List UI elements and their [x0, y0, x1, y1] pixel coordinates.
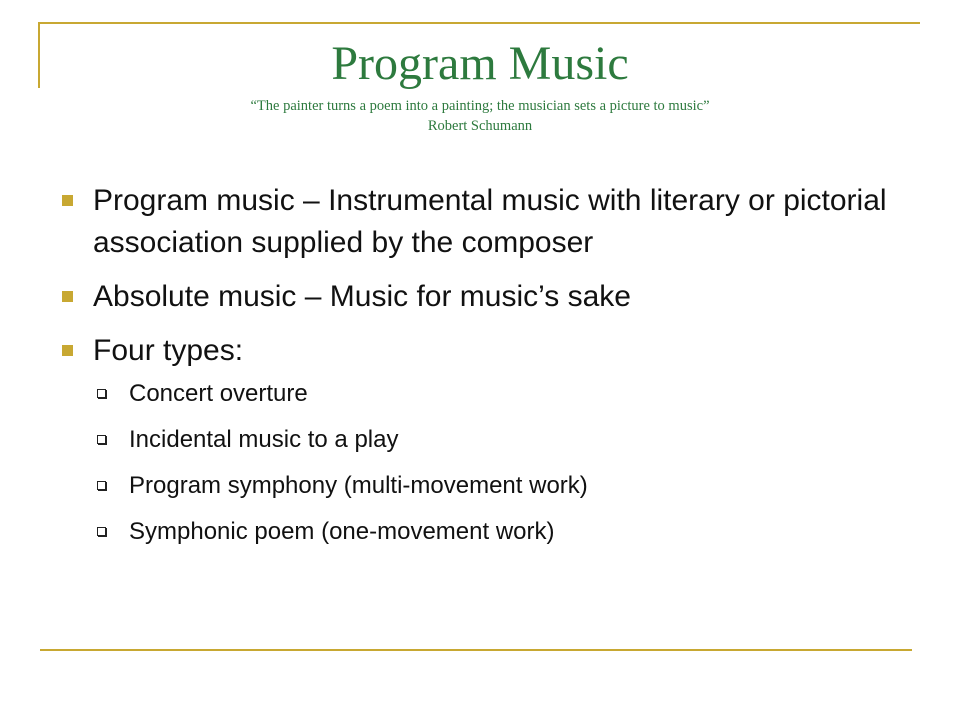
bullet-text: Four types:: [93, 334, 244, 367]
top-border-line: [40, 22, 920, 24]
bullet-text: Absolute music – Music for music’s sake: [93, 280, 631, 313]
square-bullet-icon: [62, 195, 73, 206]
sub-bullet-text: Concert overture: [129, 380, 308, 407]
sub-bullet-concert-overture: [60, 378, 910, 409]
square-bullet-icon: [62, 345, 73, 356]
slide-quote: “The painter turns a poem into a painting; the musician sets a picture to music”: [250, 98, 710, 114]
sub-bullet-incidental-music: [60, 424, 910, 455]
sub-bullet-program-symphony: [60, 470, 910, 501]
sub-bullet-text: Symphonic poem (one-movement work): [129, 518, 555, 545]
square-bullet-icon: [62, 291, 73, 302]
bullet-four-types: [60, 330, 910, 372]
slide-title-block: [40, 34, 920, 136]
bottom-border-line: [40, 649, 912, 651]
quote-author: Robert Schumann: [427, 118, 533, 134]
slide-content: [60, 180, 910, 562]
hollow-square-bullet-icon: [97, 527, 106, 536]
sub-bullet-text: Program symphony (multi-movement work): [129, 472, 588, 499]
types-list: [60, 378, 910, 547]
bullet-text: Program music – Instrumental music with literary or pictorial association supplied by the composer: [93, 184, 887, 259]
bullet-absolute-music: [60, 276, 910, 318]
slide-title: Program Music: [331, 37, 629, 90]
hollow-square-bullet-icon: [97, 389, 106, 398]
bullet-program-music: [60, 180, 910, 264]
sub-bullet-text: Incidental music to a play: [129, 426, 399, 453]
sub-bullet-symphonic-poem: [60, 516, 910, 547]
hollow-square-bullet-icon: [97, 481, 106, 490]
hollow-square-bullet-icon: [97, 435, 106, 444]
